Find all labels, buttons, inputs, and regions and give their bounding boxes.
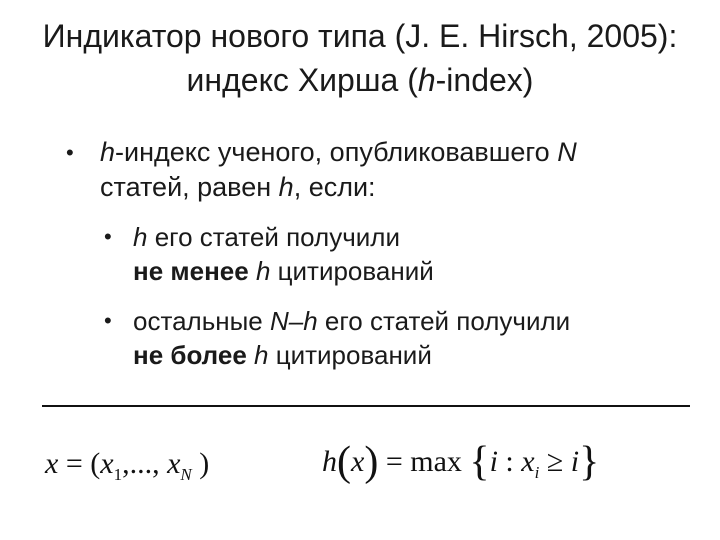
x-symbol: x	[45, 447, 59, 480]
slide-title	[0, 14, 720, 102]
bullet-marker: •	[104, 308, 112, 333]
sub-bullet-2-line-1-pre: остальные	[133, 306, 270, 336]
h-symbol: h	[255, 256, 271, 286]
main-bullet-line-2-post: , если:	[293, 172, 376, 202]
x-symbol: x	[100, 447, 114, 480]
n-symbol: N	[557, 137, 577, 167]
subscript-i: i	[534, 463, 540, 482]
emphasis-text: не более	[133, 340, 254, 370]
x-symbol: x	[351, 445, 365, 478]
sub-bullet-2-line-1-text: его статей получили	[317, 306, 571, 336]
title-line-2	[0, 58, 720, 102]
n-minus-h-symbol: N–h	[269, 306, 318, 336]
title-line-1: Индикатор нового типа (J. E. Hirsch, 2005):	[42, 18, 678, 54]
bullet-marker: •	[104, 224, 112, 249]
h-symbol: h	[254, 340, 269, 370]
main-bullet-line-1-text: -индекс ученого, опубликовавшего	[115, 137, 558, 167]
right-paren: )	[364, 439, 379, 485]
formula-eq-open: = (	[58, 447, 101, 480]
subscript-n: N	[180, 465, 192, 484]
sub-bullet-2	[104, 304, 684, 372]
h-symbol: h	[278, 172, 294, 202]
title-line-2-pre: индекс Хирша (	[186, 62, 418, 98]
sub-bullet-1-line-2	[133, 254, 684, 288]
left-paren: (	[337, 439, 351, 485]
sub-bullet-2-text	[133, 304, 684, 372]
main-bullet-text	[100, 135, 666, 205]
title-line-2-post: -index)	[435, 62, 534, 98]
formula-ge: ≥	[539, 445, 571, 478]
i-symbol: i	[489, 445, 498, 478]
x-symbol: x	[521, 445, 535, 478]
sub-bullet-2-line-1	[133, 304, 684, 338]
right-brace: }	[579, 439, 600, 485]
formula-colon: :	[497, 445, 522, 478]
title-h-italic: h	[417, 62, 436, 98]
h-index-formula	[322, 440, 599, 484]
sub-bullet-1-text	[133, 220, 684, 288]
formula-eq-max: = max	[378, 445, 470, 478]
sub-bullet-2-line-2	[133, 338, 684, 372]
sub-bullet-1	[104, 220, 684, 288]
main-bullet	[66, 135, 666, 205]
h-symbol: h	[100, 137, 116, 167]
left-brace: {	[469, 439, 490, 485]
main-bullet-line-2	[100, 170, 666, 205]
sub-bullet-2-line-2-text: цитирований	[268, 340, 432, 370]
main-bullet-line-1	[100, 135, 666, 170]
bullet-marker: •	[66, 140, 74, 165]
sub-bullet-1-line-1	[133, 220, 684, 254]
formula-ellipsis: ,...,	[122, 447, 168, 480]
emphasis-text: не менее	[133, 256, 256, 286]
formula-close: )	[191, 447, 210, 480]
main-bullet-line-2-text: статей, равен	[100, 172, 279, 202]
subscript-1: 1	[113, 465, 123, 484]
vector-x-formula	[45, 442, 209, 486]
horizontal-divider	[42, 405, 690, 407]
i-symbol: i	[570, 445, 580, 478]
x-symbol: x	[167, 447, 181, 480]
sub-bullet-1-line-1-text: его статей получили	[147, 222, 400, 252]
sub-bullet-1-line-2-text: цитирований	[270, 256, 434, 286]
h-symbol: h	[133, 222, 148, 252]
h-symbol: h	[322, 445, 337, 478]
